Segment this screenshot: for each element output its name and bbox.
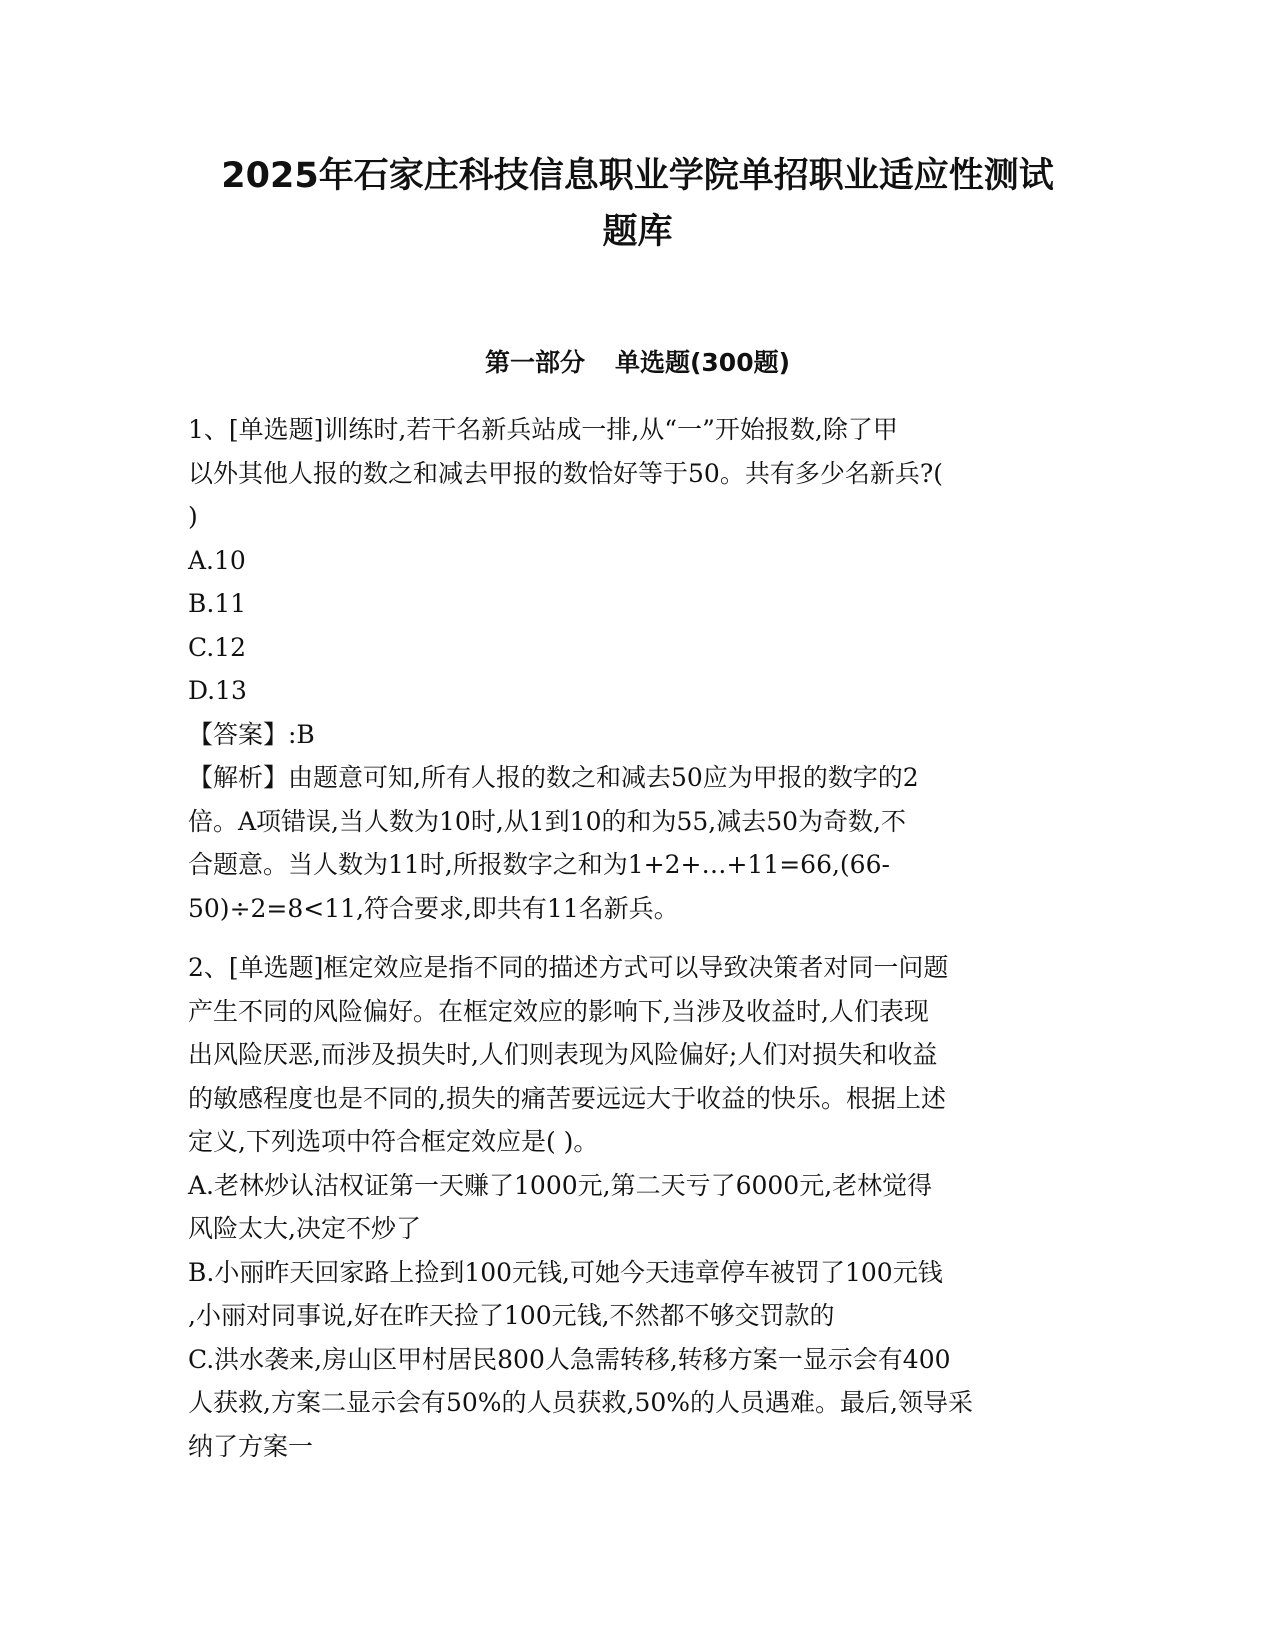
question-1-option-c: C.12 (188, 632, 246, 662)
question-1-stem-line: 1、[单选题]训练时,若干名新兵站成一排,从“一”开始报数,除了甲 (188, 415, 898, 444)
question-2-option-b: B.小丽昨天回家路上捡到100元钱,可她今天违章停车被罚了100元钱 (188, 1257, 943, 1287)
question-1 (188, 408, 1088, 930)
question-2-stem-line: 定义,下列选项中符合框定效应是( )。 (188, 1127, 599, 1156)
question-1-answer: 【答案】:B (188, 719, 315, 749)
question-1-analysis-line: 50)÷2=8<11,符合要求,即共有11名新兵。 (188, 893, 679, 923)
question-2-option-b-cont: ,小丽对同事说,好在昨天捡了100元钱,不然都不够交罚款的 (188, 1301, 835, 1330)
question-2-option-a: A.老林炒认沽权证第一天赚了1000元,第二天亏了6000元,老林觉得 (188, 1170, 933, 1200)
section-heading-part: 第一部分 (484, 348, 585, 377)
question-2-option-c-cont: 人获救,方案二显示会有50%的人员获救,50%的人员遇难。最后,领导采 (188, 1388, 973, 1417)
question-1-option-b: B.11 (188, 589, 247, 618)
question-2-stem-line: 产生不同的风险偏好。在框定效应的影响下,当涉及收益时,人们表现 (188, 996, 929, 1026)
question-2-option-a-cont: 风险太大,决定不炒了 (188, 1214, 421, 1243)
question-1-analysis-line: 合题意。当人数为11时,所报数字之和为1+2+…+11=66,(66- (188, 850, 890, 879)
document-title-line-1: 2025年石家庄科技信息职业学院单招职业适应性测试 (221, 156, 1054, 196)
question-2-option-c-cont: 纳了方案一 (188, 1431, 314, 1461)
section-heading-type: 单选题(300题) (614, 348, 791, 377)
question-1-analysis-line: 【解析】由题意可知,所有人报的数之和减去50应为甲报的数字的2 (188, 763, 919, 792)
question-2-stem-line: 出风险厌恶,而涉及损失时,人们则表现为风险偏好;人们对损失和收益 (188, 1040, 938, 1069)
question-2-option-c: C.洪水袭来,房山区甲村居民800人急需转移,转移方案一显示会有400 (188, 1344, 951, 1374)
document-title (150, 148, 1125, 260)
question-1-stem-line: 以外其他人报的数之和减去甲报的数恰好等于50。共有多少名新兵?( (188, 458, 943, 488)
section-heading (150, 345, 1125, 381)
question-2-stem-line: 的敏感程度也是不同的,损失的痛苦要远远大于收益的快乐。根据上述 (188, 1083, 946, 1113)
question-2 (188, 946, 1088, 1468)
question-1-option-a: A.10 (188, 545, 246, 575)
document-title-line-2: 题库 (602, 212, 673, 252)
question-1-stem-line: ) (188, 502, 198, 531)
question-1-analysis-line: 倍。A项错误,当人数为10时,从1到10的和为55,减去50为奇数,不 (188, 806, 906, 836)
question-2-stem-line: 2、[单选题]框定效应是指不同的描述方式可以导致决策者对同一问题 (188, 953, 949, 982)
question-1-option-d: D.13 (188, 676, 247, 705)
